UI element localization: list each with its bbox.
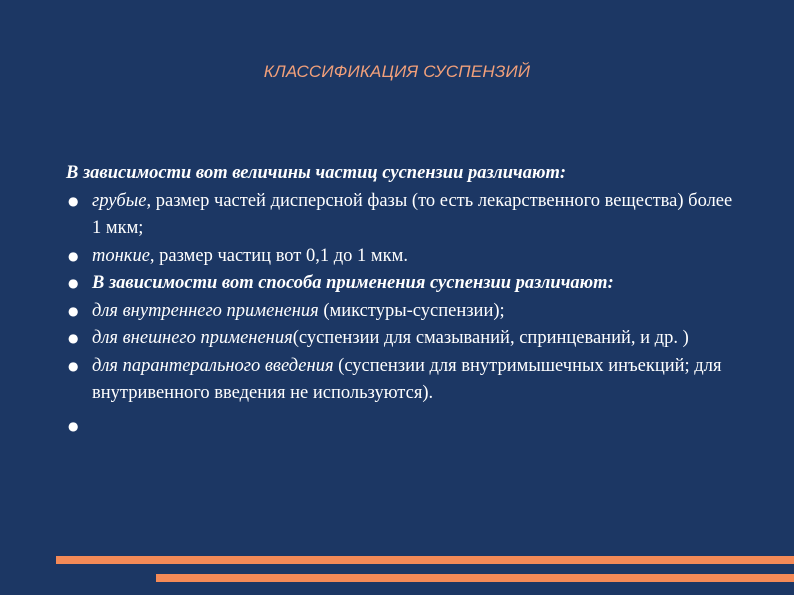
- bullet-icon: ●: [68, 418, 79, 433]
- bullet-icon: ●: [68, 276, 79, 290]
- item-emphasis: тонкие: [92, 245, 150, 266]
- list-item: [66, 298, 746, 326]
- accent-bar-bottom: [156, 574, 794, 582]
- bullet-list: [66, 188, 746, 441]
- bullet-icon: ●: [68, 193, 79, 208]
- slide-title: КЛАССИФИКАЦИЯ СУСПЕНЗИЙ: [263, 62, 531, 81]
- accent-bar-top: [56, 556, 794, 564]
- bullet-icon: ●: [68, 248, 79, 263]
- list-item: [66, 353, 746, 408]
- item-text: , размер частиц вот 0,1 до 1 мкм.: [149, 245, 408, 266]
- item-emphasis: для внутреннего применения: [92, 300, 319, 321]
- item-text: , размер частей дисперсной фазы (то есть лекарственного вещества) более 1 мкм;: [92, 190, 733, 238]
- item-text: (суспензии для внутримышечных инъекций; для внутривенного введения не используются).: [92, 355, 722, 403]
- list-item: [66, 188, 746, 243]
- list-item: [66, 325, 746, 353]
- item-text: (микстуры-суспензии);: [318, 300, 505, 321]
- bullet-icon: ●: [68, 303, 79, 318]
- item-text: [92, 416, 97, 436]
- item-subheading: В зависимости вот способа применения суспензии различают:: [92, 273, 614, 293]
- item-emphasis: для парантерального введения: [92, 355, 334, 376]
- item-text: (суспензии для смазываний, спринцеваний, и др. ): [292, 328, 689, 348]
- bullet-icon: ●: [68, 331, 79, 345]
- item-emphasis: для внешнего применения: [92, 328, 293, 348]
- list-item: [66, 413, 746, 441]
- bullet-icon: ●: [68, 358, 79, 373]
- slide-body: [66, 160, 746, 440]
- list-item: [66, 270, 746, 298]
- list-item: [66, 243, 746, 271]
- intro-heading: В зависимости вот величины частиц суспензии различают:: [66, 163, 567, 183]
- item-emphasis: грубые: [92, 190, 147, 211]
